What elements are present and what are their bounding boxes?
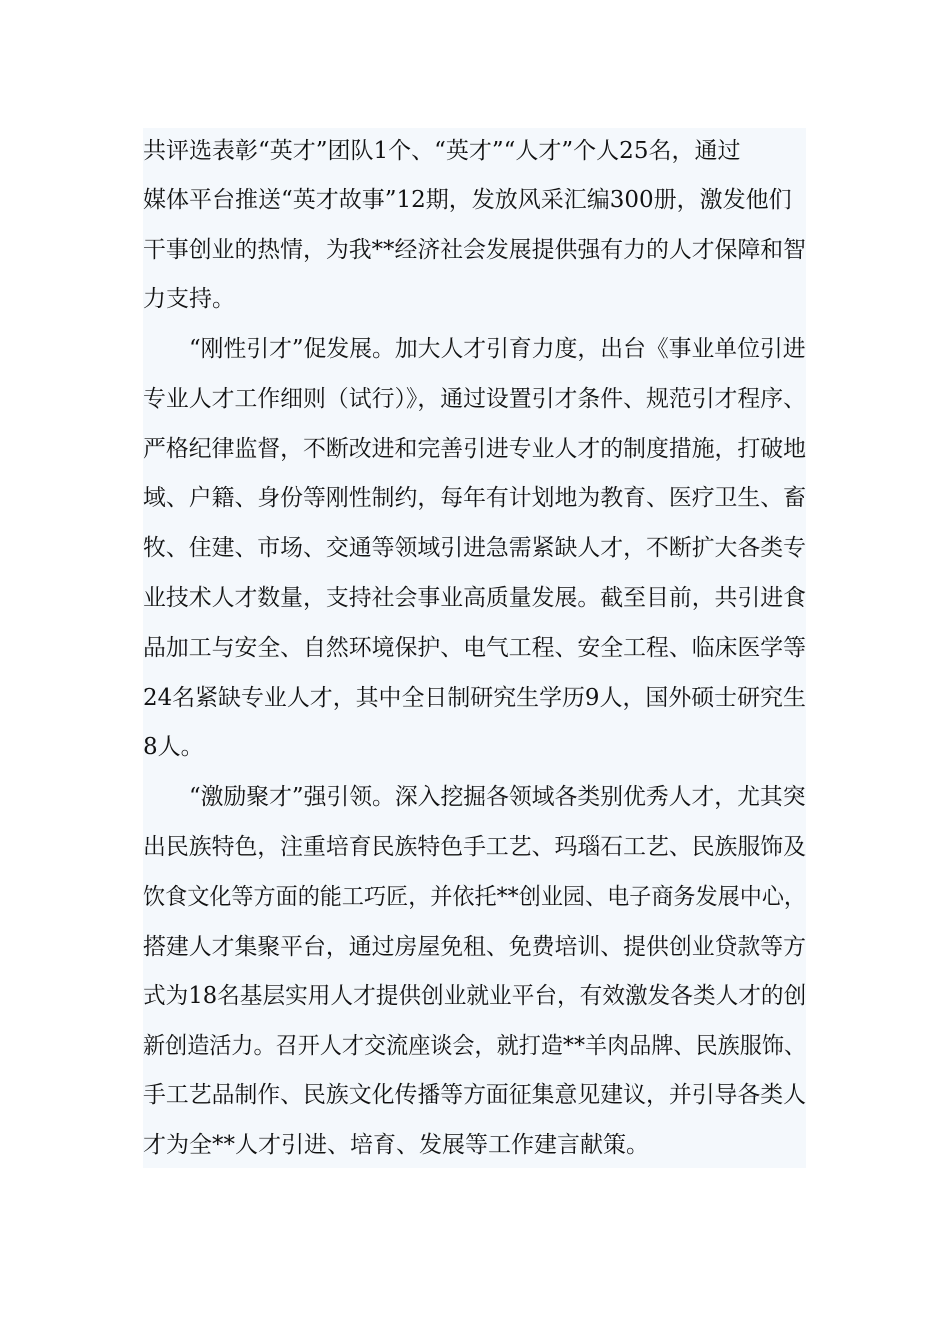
paragraph-line: 手工艺品制作、民族文化传播等方面征集意见建议，并引导各类人 bbox=[143, 1082, 806, 1108]
paragraph-line: 搭建人才集聚平台，通过房屋免租、免费培训、提供创业贷款等方 bbox=[143, 934, 806, 960]
paragraph-line: 媒体平台推送“英才故事”12期，发放风采汇编300册，激发他们 bbox=[143, 187, 792, 213]
paragraph-heading-line: “刚性引才”促发展。加大人才引育力度，出台《事业单位引进 bbox=[189, 336, 806, 362]
paragraph-line: 饮食文化等方面的能工巧匠，并依托**创业园、电子商务发展中心， bbox=[143, 884, 807, 910]
paragraph-line: 才为全**人才引进、培育、发展等工作建言献策。 bbox=[143, 1132, 649, 1158]
paragraph-line: 24名紧缺专业人才，其中全日制研究生学历9人，国外硕士研究生 bbox=[143, 685, 806, 711]
paragraph-line: 品加工与安全、自然环境保护、电气工程、安全工程、临床医学等 bbox=[143, 635, 806, 661]
paragraph-line: 8人。 bbox=[143, 734, 204, 760]
paragraph-line: 专业人才工作细则（试行）》，通过设置引才条件、规范引才程序、 bbox=[143, 386, 806, 412]
paragraph-line: 共评选表彰“英才”团队1个、“英才”“人才”个人25名，通过 bbox=[143, 138, 741, 164]
paragraph-line: 力支持。 bbox=[143, 286, 235, 312]
paragraph-line: 牧、住建、市场、交通等领域引进急需紧缺人才，不断扩大各类专 bbox=[143, 535, 806, 561]
paragraph-line: 严格纪律监督，不断改进和完善引进专业人才的制度措施，打破地 bbox=[143, 436, 806, 462]
paragraph-line: 出民族特色，注重培育民族特色手工艺、玛瑙石工艺、民族服饰及 bbox=[143, 834, 806, 860]
paragraph-line: 业技术人才数量，支持社会事业高质量发展。截至目前，共引进食 bbox=[143, 585, 806, 611]
paragraph-line: 干事创业的热情，为我**经济社会发展提供强有力的人才保障和智 bbox=[143, 237, 806, 263]
paragraph-heading-line: “激励聚才”强引领。深入挖掘各领域各类别优秀人才，尤其突 bbox=[189, 784, 806, 810]
paragraph-line: 新创造活力。召开人才交流座谈会，就打造**羊肉品牌、民族服饰、 bbox=[143, 1033, 807, 1059]
paragraph-line: 域、户籍、身份等刚性制约，每年有计划地为教育、医疗卫生、畜 bbox=[143, 485, 806, 511]
paragraph-line: 式为18名基层实用人才提供创业就业平台，有效激发各类人才的创 bbox=[143, 983, 807, 1009]
